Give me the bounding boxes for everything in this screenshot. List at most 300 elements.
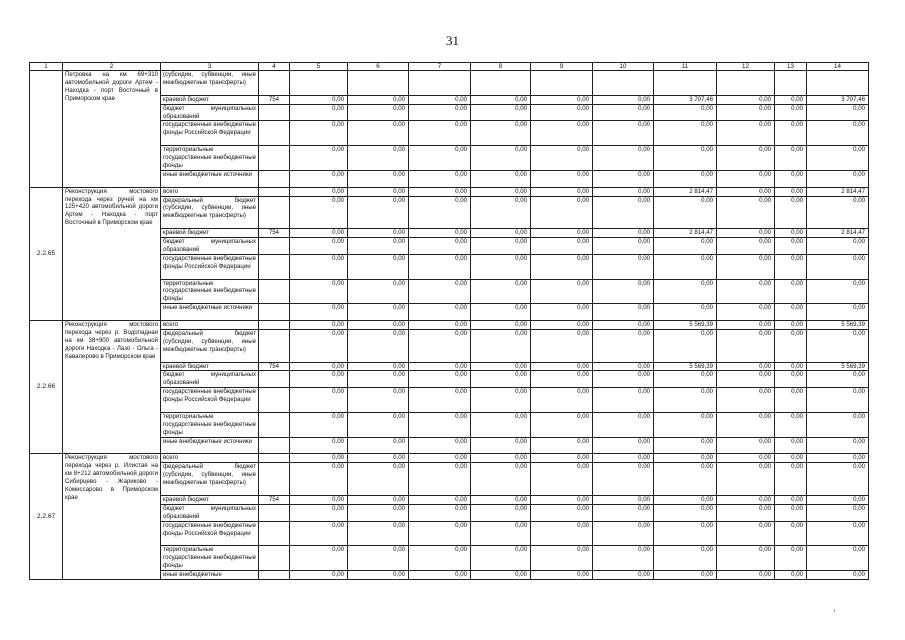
item-description-cell: Петровка на км 69+310 автомобильной дороги Артем - Находка - порт Восточный в Приморском крае [63,71,161,188]
amount-cell: 0,00 [717,104,775,121]
amount-cell: 0,00 [717,254,775,279]
amount-cell: 0,00 [807,104,869,121]
amount-cell: 0,00 [348,196,409,229]
amount-cell: 0,00 [775,196,807,229]
amount-cell: 0,00 [531,521,593,546]
amount-cell: 0,00 [290,321,348,330]
amount-cell: 0,00 [348,304,409,321]
amount-cell: 0,00 [531,170,593,187]
amount-cell: 0,00 [593,329,654,362]
amount-cell: 0,00 [654,254,717,279]
amount-cell: 0,00 [593,463,654,496]
amount-cell [531,71,593,96]
amount-cell: 0,00 [409,104,471,121]
amount-cell: 0,00 [348,95,409,104]
amount-cell: 0,00 [654,196,717,229]
amount-cell: 2 814,47 [654,229,717,238]
amount-cell: 0,00 [409,495,471,504]
amount-cell: 0,00 [290,187,348,196]
amount-cell: 0,00 [409,571,471,580]
amount-cell: 0,00 [593,95,654,104]
amount-cell: 0,00 [593,454,654,463]
amount-cell: 0,00 [775,238,807,255]
amount-cell: 0,00 [409,371,471,388]
amount-cell: 0,00 [807,412,869,437]
funding-source-cell: федеральный бюджет (субсидии, субвенции, иные межбюджетные трансферты) [161,463,259,496]
amount-cell: 0,00 [471,412,531,437]
amount-cell: 0,00 [593,187,654,196]
amount-cell: 0,00 [290,329,348,362]
amount-cell: 0,00 [471,521,531,546]
grbs-code-cell [259,187,290,196]
grbs-code-cell [259,504,290,521]
amount-cell: 0,00 [807,463,869,496]
amount-cell: 0,00 [348,412,409,437]
amount-cell: 0,00 [409,463,471,496]
amount-cell: 5 569,39 [654,321,717,330]
amount-cell: 0,00 [290,238,348,255]
amount-cell: 0,00 [409,146,471,171]
grbs-code-cell [259,121,290,146]
column-number-header: 1 [30,63,63,71]
amount-cell: 0,00 [290,95,348,104]
amount-cell: 0,00 [409,238,471,255]
amount-cell: 0,00 [717,170,775,187]
amount-cell: 2 814,47 [807,187,869,196]
amount-cell: 2 814,47 [654,187,717,196]
amount-cell: 0,00 [471,463,531,496]
amount-cell: 0,00 [654,238,717,255]
amount-cell: 0,00 [593,121,654,146]
grbs-code-cell: 754 [259,229,290,238]
amount-cell: 0,00 [807,454,869,463]
table-row [30,454,869,463]
column-number-header: 10 [593,63,654,71]
grbs-code-cell [259,463,290,496]
grbs-code-cell [259,329,290,362]
amount-cell: 0,00 [717,495,775,504]
funding-source-cell: территориальные государственные внебюджетные фонды [161,279,259,304]
amount-cell [348,71,409,96]
amount-cell: 0,00 [531,254,593,279]
amount-cell: 0,00 [775,95,807,104]
amount-cell: 0,00 [409,521,471,546]
amount-cell: 0,00 [593,388,654,413]
amount-cell: 0,00 [807,437,869,454]
funding-source-cell: бюджет муниципальных образований [161,238,259,255]
amount-cell: 0,00 [775,104,807,121]
amount-cell: 0,00 [348,546,409,571]
amount-cell: 0,00 [807,329,869,362]
item-code-cell [30,71,63,188]
grbs-code-cell [259,521,290,546]
amount-cell: 0,00 [290,196,348,229]
amount-cell: 0,00 [409,437,471,454]
amount-cell: 0,00 [531,321,593,330]
amount-cell: 0,00 [531,371,593,388]
amount-cell: 0,00 [717,437,775,454]
amount-cell: 0,00 [531,437,593,454]
funding-source-cell: иные внебюджетные источники [161,170,259,187]
grbs-code-cell [259,546,290,571]
amount-cell [471,71,531,96]
funding-source-cell: территориальные государственные внебюджетные фонды [161,146,259,171]
column-number-header: 5 [290,63,348,71]
amount-cell: 0,00 [717,196,775,229]
amount-cell: 0,00 [290,371,348,388]
amount-cell: 0,00 [531,238,593,255]
amount-cell: 0,00 [775,321,807,330]
amount-cell: 0,00 [593,362,654,371]
amount-cell: 0,00 [717,388,775,413]
amount-cell: 0,00 [654,571,717,580]
amount-cell: 0,00 [531,495,593,504]
amount-cell: 0,00 [290,412,348,437]
funding-source-cell: государственные внебюджетные фонды Российской Федерации [161,121,259,146]
amount-cell: 0,00 [409,504,471,521]
amount-cell: 0,00 [290,362,348,371]
amount-cell: 0,00 [593,238,654,255]
grbs-code-cell [259,571,290,580]
amount-cell: 0,00 [348,229,409,238]
amount-cell: 0,00 [531,463,593,496]
amount-cell: 0,00 [409,170,471,187]
amount-cell [409,71,471,96]
funding-source-cell: всего [161,187,259,196]
amount-cell: 0,00 [807,546,869,571]
funding-source-cell: всего [161,321,259,330]
amount-cell: 0,00 [409,121,471,146]
amount-cell: 0,00 [531,196,593,229]
amount-cell: 0,00 [775,170,807,187]
column-number-header: 3 [161,63,259,71]
item-description-cell: Реконструкция мостового перехода через р. Водопадная на км 38+900 автомобильной дороги Находка - Лазо - Ольга - Кавалерово в Приморском крае [63,321,161,454]
amount-cell: 0,00 [531,454,593,463]
amount-cell: 0,00 [654,121,717,146]
grbs-code-cell [259,279,290,304]
amount-cell: 0,00 [531,187,593,196]
amount-cell: 0,00 [409,254,471,279]
amount-cell: 0,00 [531,329,593,362]
amount-cell: 0,00 [290,104,348,121]
amount-cell: 0,00 [290,495,348,504]
amount-cell: 0,00 [654,304,717,321]
amount-cell: 0,00 [290,504,348,521]
amount-cell: 0,00 [290,170,348,187]
column-number-header: 9 [531,63,593,71]
column-number-header: 8 [471,63,531,71]
amount-cell: 0,00 [348,329,409,362]
amount-cell: 0,00 [348,388,409,413]
amount-cell: 0,00 [717,412,775,437]
column-number-header: 12 [717,63,775,71]
funding-source-cell: государственные внебюджетные фонды Российской Федерации [161,388,259,413]
amount-cell: 0,00 [654,463,717,496]
amount-cell: 0,00 [348,495,409,504]
amount-cell: 0,00 [409,546,471,571]
amount-cell: 0,00 [775,571,807,580]
amount-cell: 0,00 [531,229,593,238]
amount-cell: 0,00 [593,504,654,521]
amount-cell: 0,00 [348,187,409,196]
amount-cell: 0,00 [717,362,775,371]
amount-cell: 0,00 [348,362,409,371]
amount-cell: 0,00 [531,146,593,171]
table-row [30,321,869,330]
amount-cell: 0,00 [348,104,409,121]
amount-cell: 0,00 [409,187,471,196]
amount-cell: 0,00 [717,329,775,362]
amount-cell: 0,00 [807,196,869,229]
amount-cell: 0,00 [471,196,531,229]
amount-cell: 0,00 [807,238,869,255]
amount-cell: 0,00 [654,104,717,121]
amount-cell: 0,00 [471,254,531,279]
amount-cell [717,71,775,96]
amount-cell: 0,00 [654,454,717,463]
column-number-header: 4 [259,63,290,71]
amount-cell: 0,00 [775,521,807,546]
amount-cell: 0,00 [717,504,775,521]
amount-cell: 0,00 [807,371,869,388]
scan-mark [834,609,835,612]
amount-cell: 0,00 [471,146,531,171]
amount-cell: 0,00 [807,521,869,546]
amount-cell: 0,00 [654,437,717,454]
amount-cell: 0,00 [654,371,717,388]
grbs-code-cell [259,321,290,330]
amount-cell: 0,00 [531,504,593,521]
grbs-code-cell [259,170,290,187]
amount-cell: 0,00 [290,279,348,304]
amount-cell: 0,00 [290,254,348,279]
amount-cell: 0,00 [471,279,531,304]
amount-cell: 0,00 [775,304,807,321]
amount-cell: 0,00 [717,521,775,546]
amount-cell: 0,00 [593,371,654,388]
item-description-cell: Реконструкция мостового перехода через ручей на км 125+420 автомобильной дороги Артем - Находка - порт Восточный в Приморском крае [63,187,161,320]
amount-cell: 0,00 [348,504,409,521]
funding-source-cell: (субсидии, субвенции, иные межбюджетные трансферты) [161,71,259,96]
amount-cell: 0,00 [290,146,348,171]
amount-cell: 0,00 [290,571,348,580]
amount-cell: 0,00 [409,196,471,229]
amount-cell: 0,00 [807,495,869,504]
amount-cell: 0,00 [471,362,531,371]
amount-cell: 0,00 [348,170,409,187]
amount-cell: 0,00 [717,463,775,496]
amount-cell: 0,00 [471,504,531,521]
funding-source-cell: иные внебюджетные источники [161,304,259,321]
amount-cell: 0,00 [717,321,775,330]
amount-cell: 0,00 [654,504,717,521]
column-number-header: 2 [63,63,161,71]
amount-cell: 0,00 [593,196,654,229]
amount-cell: 0,00 [775,121,807,146]
amount-cell: 0,00 [290,454,348,463]
funding-source-cell: краевой бюджет [161,229,259,238]
amount-cell: 0,00 [531,279,593,304]
amount-cell: 0,00 [290,229,348,238]
funding-source-cell: бюджет муниципальных образований [161,504,259,521]
item-code-cell: 2.2.67 [30,454,63,580]
amount-cell: 0,00 [593,495,654,504]
amount-cell: 0,00 [471,187,531,196]
amount-cell: 0,00 [348,279,409,304]
amount-cell: 5 569,39 [807,362,869,371]
grbs-code-cell [259,304,290,321]
grbs-code-cell [259,71,290,96]
amount-cell: 0,00 [471,454,531,463]
amount-cell: 0,00 [593,279,654,304]
amount-cell: 0,00 [409,95,471,104]
amount-cell: 5 569,39 [807,321,869,330]
amount-cell: 0,00 [654,170,717,187]
amount-cell: 0,00 [471,304,531,321]
amount-cell: 0,00 [654,279,717,304]
amount-cell: 0,00 [593,104,654,121]
amount-cell: 0,00 [348,238,409,255]
funding-source-cell: бюджет муниципальных образований [161,371,259,388]
amount-cell: 0,00 [348,321,409,330]
amount-cell: 0,00 [593,412,654,437]
amount-cell: 0,00 [717,121,775,146]
amount-cell: 0,00 [471,371,531,388]
amount-cell: 0,00 [775,504,807,521]
amount-cell: 0,00 [775,388,807,413]
amount-cell: 0,00 [531,412,593,437]
amount-cell: 0,00 [717,571,775,580]
amount-cell: 0,00 [717,229,775,238]
grbs-code-cell [259,104,290,121]
amount-cell: 0,00 [409,388,471,413]
amount-cell: 0,00 [290,388,348,413]
amount-cell: 0,00 [593,546,654,571]
funding-source-cell: государственные внебюджетные фонды Российской Федерации [161,521,259,546]
funding-source-cell: краевой бюджет [161,495,259,504]
amount-cell: 0,00 [807,388,869,413]
amount-cell [593,71,654,96]
table-row [30,187,869,196]
amount-cell: 0,00 [409,321,471,330]
amount-cell: 0,00 [471,571,531,580]
amount-cell: 0,00 [654,546,717,571]
item-code-cell: 2.2.65 [30,187,63,320]
amount-cell: 0,00 [471,229,531,238]
table-body [30,71,869,580]
grbs-code-cell [259,196,290,229]
amount-cell: 0,00 [807,504,869,521]
amount-cell: 0,00 [807,170,869,187]
amount-cell: 0,00 [775,412,807,437]
amount-cell: 0,00 [654,521,717,546]
amount-cell: 0,00 [471,437,531,454]
column-number-row [30,63,869,71]
amount-cell: 0,00 [290,304,348,321]
amount-cell: 0,00 [531,571,593,580]
amount-cell: 0,00 [807,571,869,580]
amount-cell: 0,00 [717,279,775,304]
amount-cell: 0,00 [717,304,775,321]
amount-cell: 5 569,39 [654,362,717,371]
amount-cell: 0,00 [409,229,471,238]
amount-cell: 0,00 [409,329,471,362]
amount-cell: 0,00 [807,254,869,279]
amount-cell: 0,00 [593,304,654,321]
grbs-code-cell [259,454,290,463]
funding-source-cell: территориальные государственные внебюджетные фонды [161,412,259,437]
amount-cell: 0,00 [593,170,654,187]
item-description-cell: Реконструкция мостового перехода через р. Илистая на км 8+212 автомобильной дороги Сибирцево - Жариково - Комиссарово в Приморском крае [63,454,161,580]
grbs-code-cell [259,238,290,255]
amount-cell: 0,00 [717,371,775,388]
amount-cell: 0,00 [775,187,807,196]
amount-cell: 0,00 [775,229,807,238]
funding-source-cell: краевой бюджет [161,95,259,104]
amount-cell: 0,00 [471,121,531,146]
amount-cell: 0,00 [471,170,531,187]
amount-cell [775,71,807,96]
amount-cell: 0,00 [717,546,775,571]
column-number-header: 6 [348,63,409,71]
amount-cell: 0,00 [593,571,654,580]
amount-cell: 0,00 [654,146,717,171]
amount-cell: 0,00 [717,95,775,104]
amount-cell: 0,00 [654,329,717,362]
amount-cell: 0,00 [290,521,348,546]
amount-cell: 0,00 [654,495,717,504]
amount-cell: 0,00 [290,121,348,146]
grbs-code-cell [259,254,290,279]
column-number-header: 7 [409,63,471,71]
column-number-header: 11 [654,63,717,71]
item-code-cell: 2.2.66 [30,321,63,454]
amount-cell: 0,00 [717,238,775,255]
amount-cell: 0,00 [471,546,531,571]
amount-cell: 0,00 [807,304,869,321]
funding-source-cell: краевой бюджет [161,362,259,371]
funding-source-cell: иные внебюджетные источники [161,437,259,454]
amount-cell: 0,00 [531,304,593,321]
page-number: 31 [446,33,459,48]
amount-cell: 0,00 [290,546,348,571]
amount-cell: 0,00 [717,187,775,196]
amount-cell: 0,00 [775,279,807,304]
amount-cell [654,71,717,96]
amount-cell: 0,00 [531,121,593,146]
amount-cell: 0,00 [348,454,409,463]
amount-cell: 0,00 [775,329,807,362]
amount-cell: 0,00 [654,412,717,437]
amount-cell: 0,00 [775,254,807,279]
grbs-code-cell: 754 [259,495,290,504]
amount-cell: 0,00 [717,454,775,463]
amount-cell: 0,00 [531,104,593,121]
amount-cell: 0,00 [348,371,409,388]
amount-cell: 0,00 [348,521,409,546]
amount-cell: 0,00 [531,546,593,571]
amount-cell: 0,00 [531,95,593,104]
amount-cell: 0,00 [348,254,409,279]
amount-cell: 0,00 [348,146,409,171]
grbs-code-cell: 754 [259,362,290,371]
funding-source-cell: бюджет муниципальных образований [161,104,259,121]
amount-cell: 0,00 [593,146,654,171]
amount-cell: 3 707,46 [654,95,717,104]
amount-cell: 0,00 [593,254,654,279]
amount-cell: 0,00 [471,95,531,104]
funding-source-cell: территориальные государственные внебюджетные фонды [161,546,259,571]
